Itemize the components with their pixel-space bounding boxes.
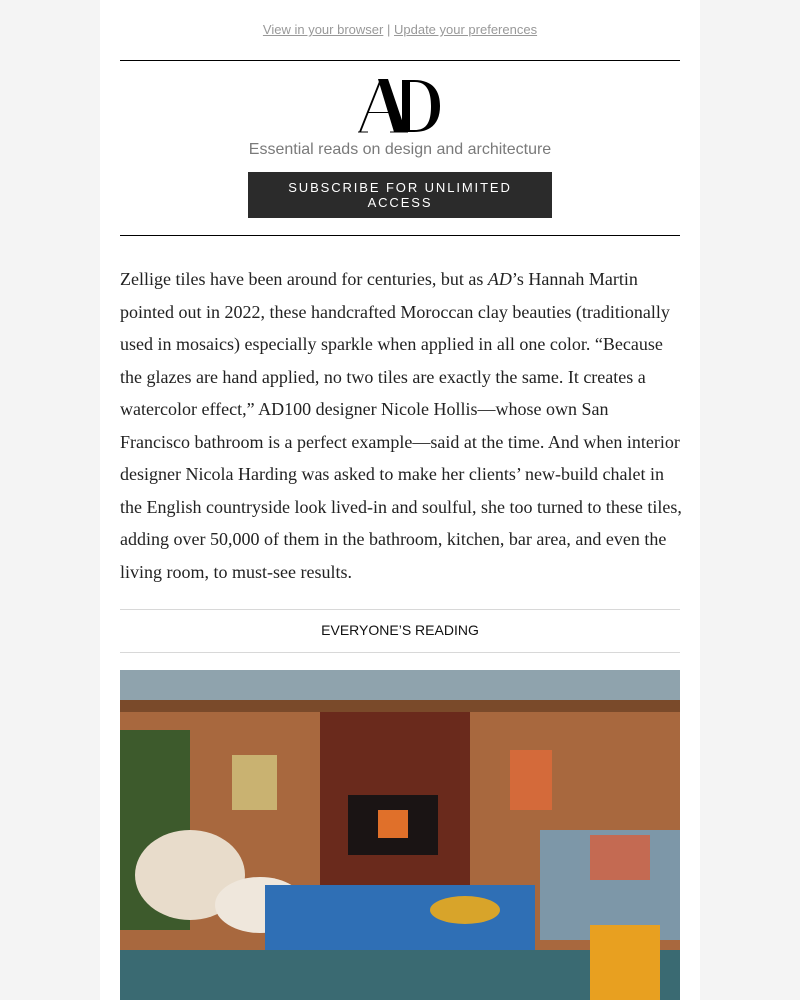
separator: |	[386, 22, 391, 37]
divider	[120, 609, 680, 610]
divider	[120, 652, 680, 653]
article-italic: AD	[487, 269, 512, 289]
article-text: ’s Hannah Martin pointed out in 2022, these handcrafted Moroccan clay beauties (traditionally used in mosaics) especially sparkle when applied in all one color. “Because the glazes are hand applied, no two tiles are exactly the same. It creates a watercolor effect,” AD100 designer Nicole Hollis—whose own San Francisco bathroom is a perfect example—said at the time. And when interior designer Nicola Harding was asked to make her clients’ new-build chalet in the English countryside look lived-in and soulful, she too turned to these tiles, adding over 50,000 of them in the bathroom, kitchen, bar area, and even the living room, to must-see results.	[120, 269, 682, 582]
view-in-browser-link[interactable]: View in your browser	[262, 22, 384, 37]
article-text: Zellige tiles have been around for centuries, but as	[120, 269, 488, 289]
section-heading: EVERYONE’S READING	[321, 622, 479, 638]
ad-logo[interactable]	[358, 78, 442, 134]
update-preferences-link[interactable]: Update your preferences	[393, 22, 538, 37]
divider	[120, 235, 680, 236]
email-container	[100, 0, 700, 1000]
preheader	[100, 22, 700, 37]
subscribe-button[interactable]: SUBSCRIBE FOR UNLIMITED ACCESS	[248, 172, 552, 218]
article-body	[120, 263, 682, 588]
divider	[120, 60, 680, 61]
tagline: Essential reads on design and architecture	[248, 141, 552, 158]
article-image[interactable]	[120, 670, 680, 1000]
